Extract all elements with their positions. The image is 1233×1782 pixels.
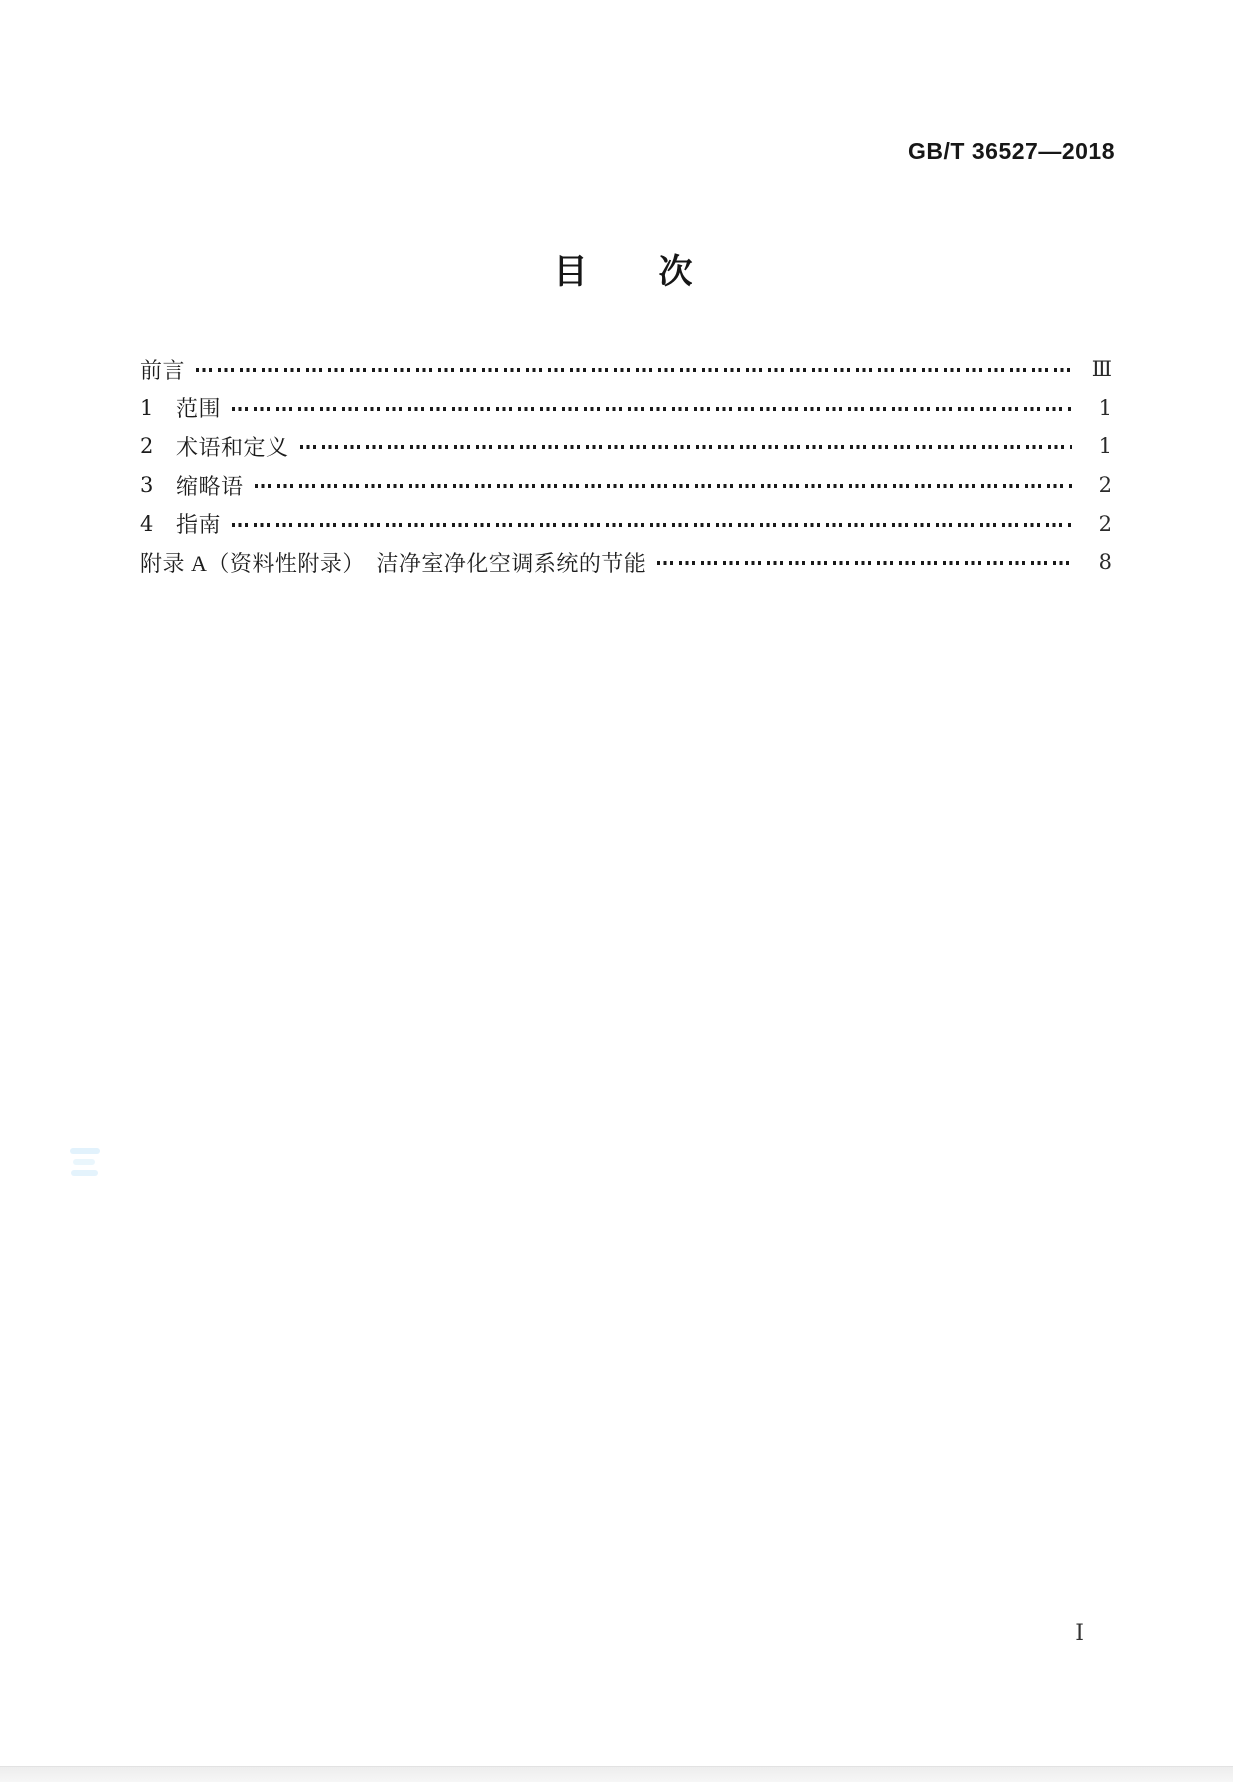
toc-entry-label: 指南 (176, 512, 222, 538)
dot-leader (232, 523, 1072, 527)
toc-page-number: 1 (1098, 395, 1112, 420)
toc-row-foreword (140, 350, 1112, 389)
dot-leader (196, 368, 1072, 372)
toc-entry-number: 1 (140, 395, 154, 420)
toc-entry-number: 2 (140, 434, 154, 459)
toc-entry-number: 3 (140, 473, 154, 498)
toc-entry-label: 前言 (140, 357, 186, 383)
dot-leader (300, 445, 1072, 449)
toc-entry-label: 范围 (176, 396, 222, 422)
toc-page-number: 1 (1098, 434, 1112, 459)
toc-entry-label: 附录 A（资料性附录） 洁净室净化空调系统的节能 (140, 550, 647, 576)
toc-row-appendix-a (140, 543, 1112, 582)
toc-page-number: Ⅲ (1091, 357, 1112, 382)
toc-row-scope (140, 389, 1112, 428)
scan-smudge (71, 1170, 98, 1176)
dot-leader (255, 484, 1072, 488)
toc-page-number: 8 (1098, 550, 1112, 575)
page-title: 目 次 (553, 254, 694, 291)
toc-row-guidance (140, 504, 1112, 543)
toc-entry-number: 4 (140, 511, 154, 536)
dot-leader (232, 407, 1072, 411)
toc-page-number: 2 (1098, 473, 1112, 498)
footer-page-number: Ⅰ (1075, 1621, 1084, 1646)
toc-entry-label: 术语和定义 (176, 434, 289, 460)
table-of-contents (140, 350, 1112, 582)
toc-row-abbreviations (140, 466, 1112, 505)
toc-page-number: 2 (1098, 511, 1112, 536)
standard-code: GB/T 36527—2018 (908, 138, 1115, 164)
toc-entry-label: 缩略语 (176, 473, 244, 499)
scan-smudge (70, 1148, 100, 1154)
scan-artifact (70, 1148, 106, 1188)
dot-leader (657, 561, 1072, 565)
scan-smudge (73, 1159, 95, 1165)
scan-bottom-edge (0, 1766, 1233, 1782)
toc-row-terms (140, 427, 1112, 466)
